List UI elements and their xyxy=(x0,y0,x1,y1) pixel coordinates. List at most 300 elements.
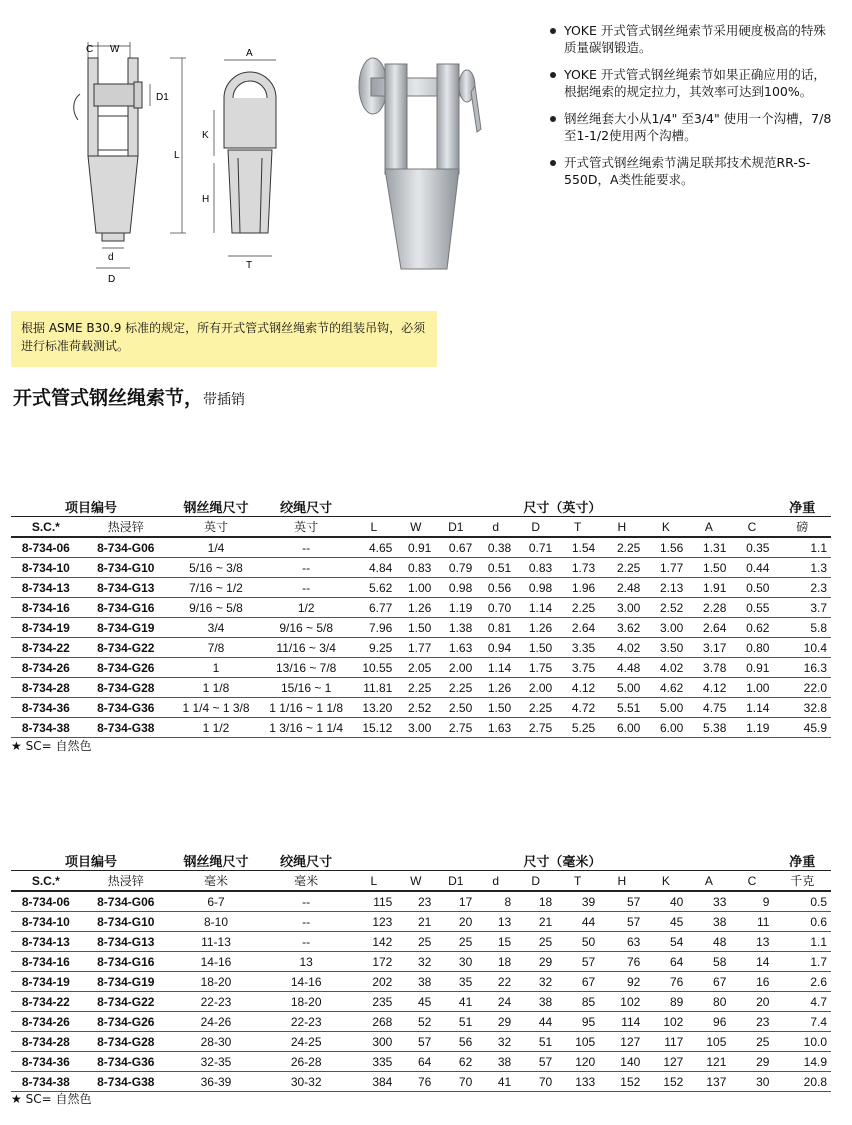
table-cell: 2.00 xyxy=(515,678,556,698)
table-cell: 4.12 xyxy=(556,678,599,698)
table-cell: 3.00 xyxy=(644,618,687,638)
table-cell: 0.62 xyxy=(730,618,773,638)
subheader-cell: D1 xyxy=(435,517,476,538)
table-cell: 38 xyxy=(515,992,556,1012)
table-cell: 1.50 xyxy=(476,698,515,718)
dim-label-w: W xyxy=(110,44,120,55)
subheader-cell: D xyxy=(515,871,556,892)
table-cell: 13 xyxy=(261,952,351,972)
table-cell: 105 xyxy=(687,1032,730,1052)
table-cell: 10.4 xyxy=(773,638,831,658)
table-cell: 20 xyxy=(730,992,773,1012)
table-cell: 13 xyxy=(730,932,773,952)
header-rope-size: 钢丝绳尺寸 xyxy=(183,499,249,515)
table-cell: 121 xyxy=(687,1052,730,1072)
table-cell: 8-734-G13 xyxy=(81,932,171,952)
table-cell: 14-16 xyxy=(171,952,261,972)
subheader-cell: H xyxy=(599,517,644,538)
table-cell: 4.02 xyxy=(599,638,644,658)
table-cell: 8-734-28 xyxy=(11,678,81,698)
table-cell: 8-734-06 xyxy=(11,537,81,558)
table-cell: 38 xyxy=(396,972,435,992)
table-cell: 8-734-06 xyxy=(11,891,81,912)
table-cell: 127 xyxy=(599,1032,644,1052)
table-cell: 21 xyxy=(396,912,435,932)
subheader-cell: K xyxy=(644,871,687,892)
table-cell: 2.75 xyxy=(515,718,556,738)
spec-table-inch xyxy=(11,496,831,738)
table-cell: 25 xyxy=(396,932,435,952)
table-cell: 8-734-G16 xyxy=(81,598,171,618)
table-cell: 1/2 xyxy=(261,598,351,618)
table-cell: 7/8 xyxy=(171,638,261,658)
table-row xyxy=(11,698,831,718)
table-cell: 8-734-16 xyxy=(11,598,81,618)
title-sub: 带插销 xyxy=(203,392,246,408)
table-cell: 45 xyxy=(644,912,687,932)
table-cell: 4.84 xyxy=(351,558,396,578)
table-cell: 36-39 xyxy=(171,1072,261,1092)
table-cell: 70 xyxy=(515,1072,556,1092)
table-cell: 3.35 xyxy=(556,638,599,658)
table-cell: 1 1/8 xyxy=(171,678,261,698)
table-cell: 17 xyxy=(435,891,476,912)
dim-label-d1: D1 xyxy=(156,92,169,103)
table-cell: 123 xyxy=(351,912,396,932)
table-cell: 4.65 xyxy=(351,537,396,558)
table-cell: 0.67 xyxy=(435,537,476,558)
table-cell: 1.50 xyxy=(515,638,556,658)
table-row xyxy=(11,1052,831,1072)
table-cell: 4.12 xyxy=(687,678,730,698)
table-cell: 8-734-22 xyxy=(11,638,81,658)
table-cell: 1.00 xyxy=(730,678,773,698)
dim-label-d-big: D xyxy=(108,274,116,285)
table-cell: 3.75 xyxy=(556,658,599,678)
table-cell: 13.20 xyxy=(351,698,396,718)
table-cell: 1.14 xyxy=(515,598,556,618)
dim-label-c: C xyxy=(86,44,94,55)
table-cell: 57 xyxy=(396,1032,435,1052)
table-cell: 32 xyxy=(476,1032,515,1052)
subheader-cell: 毫米 xyxy=(171,871,261,892)
table-cell: 1.75 xyxy=(515,658,556,678)
table-cell: 6.77 xyxy=(351,598,396,618)
table-cell: 56 xyxy=(435,1032,476,1052)
table-cell: 9 xyxy=(730,891,773,912)
table-cell: 22.0 xyxy=(773,678,831,698)
table-cell: 1.63 xyxy=(476,718,515,738)
dim-label-k: K xyxy=(202,130,209,141)
header-weight: 净重 xyxy=(789,853,816,869)
table-cell: 0.38 xyxy=(476,537,515,558)
table-cell: 32.8 xyxy=(773,698,831,718)
table-cell: 2.75 xyxy=(435,718,476,738)
table-cell: 76 xyxy=(396,1072,435,1092)
table-cell: 44 xyxy=(515,1012,556,1032)
table-cell: 268 xyxy=(351,1012,396,1032)
table-cell: 137 xyxy=(687,1072,730,1092)
table-cell: 11 xyxy=(730,912,773,932)
table-cell: 0.5 xyxy=(773,891,831,912)
table-row xyxy=(11,1072,831,1092)
table-cell: 8-734-19 xyxy=(11,972,81,992)
table-row xyxy=(11,912,831,932)
table-cell: 3.78 xyxy=(687,658,730,678)
table-cell: 5.00 xyxy=(599,678,644,698)
table-cell: 44 xyxy=(556,912,599,932)
table-cell: 8-734-16 xyxy=(11,952,81,972)
table-cell: 25 xyxy=(435,932,476,952)
table-cell: 2.64 xyxy=(556,618,599,638)
subheader-row xyxy=(11,871,831,892)
table-cell: 2.28 xyxy=(687,598,730,618)
table-cell: 0.91 xyxy=(730,658,773,678)
table-cell: 8-734-26 xyxy=(11,1012,81,1032)
table-cell: 51 xyxy=(515,1032,556,1052)
table-cell: 7.4 xyxy=(773,1012,831,1032)
table-cell: 51 xyxy=(435,1012,476,1032)
table-cell: 8-734-G19 xyxy=(81,618,171,638)
table-cell: 1.96 xyxy=(556,578,599,598)
table-cell: 0.94 xyxy=(476,638,515,658)
table-cell: 45 xyxy=(396,992,435,1012)
table-row xyxy=(11,891,831,912)
table-cell: 16.3 xyxy=(773,658,831,678)
table-cell: 102 xyxy=(599,992,644,1012)
table-cell: 85 xyxy=(556,992,599,1012)
table-cell: 1.50 xyxy=(396,618,435,638)
table-cell: 5.25 xyxy=(556,718,599,738)
table-cell: 24 xyxy=(476,992,515,1012)
table-cell: 8-734-19 xyxy=(11,618,81,638)
table-cell: 8-734-G06 xyxy=(81,537,171,558)
table-cell: 8-734-G19 xyxy=(81,972,171,992)
table-cell: 22-23 xyxy=(261,1012,351,1032)
table-cell: 57 xyxy=(599,891,644,912)
table-cell: 7.96 xyxy=(351,618,396,638)
table-cell: 8-734-22 xyxy=(11,992,81,1012)
table-cell: 41 xyxy=(476,1072,515,1092)
table-cell: 2.52 xyxy=(396,698,435,718)
table-cell: 20.8 xyxy=(773,1072,831,1092)
header-item-number: 项目编号 xyxy=(64,499,117,515)
table-cell: 3.7 xyxy=(773,598,831,618)
table-cell: 8-734-G06 xyxy=(81,891,171,912)
table-cell: 1.26 xyxy=(476,678,515,698)
table-cell: 8-734-36 xyxy=(11,698,81,718)
table-cell: 89 xyxy=(644,992,687,1012)
table-cell: 24-26 xyxy=(171,1012,261,1032)
table-cell: 33 xyxy=(687,891,730,912)
table-cell: 5.8 xyxy=(773,618,831,638)
feature-bullet: 钢丝绳套大小从1/4" 至3/4" 使用一个沟槽，7/8至1-1/2使用两个沟槽。 xyxy=(548,110,838,144)
table-cell: 235 xyxy=(351,992,396,1012)
table-cell: 8 xyxy=(476,891,515,912)
table-cell: 120 xyxy=(556,1052,599,1072)
subheader-cell: H xyxy=(599,871,644,892)
table-cell: 64 xyxy=(644,952,687,972)
table-cell: 8-734-G38 xyxy=(81,718,171,738)
table-cell: 25 xyxy=(515,932,556,952)
table-cell: 4.7 xyxy=(773,992,831,1012)
table-cell: 1.19 xyxy=(435,598,476,618)
table-cell: 8-734-36 xyxy=(11,1052,81,1072)
table-cell: 30 xyxy=(435,952,476,972)
subheader-cell: W xyxy=(396,517,435,538)
subheader-cell: d xyxy=(476,517,515,538)
table-cell: 32-35 xyxy=(171,1052,261,1072)
table-cell: 57 xyxy=(515,1052,556,1072)
table-cell: 1.1 xyxy=(773,932,831,952)
table-cell: 22 xyxy=(476,972,515,992)
table-cell: 23 xyxy=(730,1012,773,1032)
table-cell: 1.1 xyxy=(773,537,831,558)
table-row xyxy=(11,1032,831,1052)
table-cell: 5.62 xyxy=(351,578,396,598)
table-cell: 8-734-38 xyxy=(11,1072,81,1092)
table-cell: 9.25 xyxy=(351,638,396,658)
table-cell: 8-10 xyxy=(171,912,261,932)
table-cell: 105 xyxy=(556,1032,599,1052)
header-strand-size: 绞绳尺寸 xyxy=(280,499,333,515)
table-cell: -- xyxy=(261,578,351,598)
dim-label-a: A xyxy=(246,48,253,59)
side-view xyxy=(224,72,276,233)
table-row xyxy=(11,638,831,658)
subheader-cell: A xyxy=(687,517,730,538)
table-cell: 2.25 xyxy=(599,558,644,578)
subheader-cell: S.C.* xyxy=(11,871,81,892)
header-item-number: 项目编号 xyxy=(64,853,117,869)
table-cell: 8-734-13 xyxy=(11,932,81,952)
table-cell: 24-25 xyxy=(261,1032,351,1052)
table-cell: 16 xyxy=(730,972,773,992)
table-cell: 4.75 xyxy=(687,698,730,718)
table-cell: 0.51 xyxy=(476,558,515,578)
subheader-row xyxy=(11,517,831,538)
table-cell: 102 xyxy=(644,1012,687,1032)
feature-bullet: 开式管式钢丝绳索节满足联邦技术规范RR-S-550D，A类性能要求。 xyxy=(548,154,838,188)
table-cell: 2.3 xyxy=(773,578,831,598)
table-cell: 11-13 xyxy=(171,932,261,952)
table-cell: 29 xyxy=(515,952,556,972)
subheader-cell: 毫米 xyxy=(261,871,351,892)
subheader-cell: 热浸锌 xyxy=(81,517,171,538)
table-cell: 1 1/2 xyxy=(171,718,261,738)
header-dimensions: 尺寸（英寸） xyxy=(523,499,602,515)
table-row xyxy=(11,578,831,598)
table-cell: 14-16 xyxy=(261,972,351,992)
table-cell: 114 xyxy=(599,1012,644,1032)
subheader-cell: 英寸 xyxy=(171,517,261,538)
table-cell: 3.00 xyxy=(396,718,435,738)
subheader-cell: S.C.* xyxy=(11,517,81,538)
table-cell: 35 xyxy=(435,972,476,992)
table-cell: -- xyxy=(261,932,351,952)
table-cell: 1.77 xyxy=(396,638,435,658)
table-cell: 8-734-28 xyxy=(11,1032,81,1052)
table-cell: -- xyxy=(261,558,351,578)
table-cell: 335 xyxy=(351,1052,396,1072)
table-row xyxy=(11,537,831,558)
table-cell: 5.51 xyxy=(599,698,644,718)
table-cell: 117 xyxy=(644,1032,687,1052)
table-cell: 0.35 xyxy=(730,537,773,558)
table-cell: 18 xyxy=(515,891,556,912)
table-cell: 70 xyxy=(435,1072,476,1092)
table-cell: 8-734-38 xyxy=(11,718,81,738)
table-cell: 300 xyxy=(351,1032,396,1052)
table-cell: 1.54 xyxy=(556,537,599,558)
table-cell: 1.91 xyxy=(687,578,730,598)
table-cell: 8-734-G22 xyxy=(81,992,171,1012)
dim-label-h: H xyxy=(202,194,210,205)
subheader-cell: 英寸 xyxy=(261,517,351,538)
table-cell: 1.26 xyxy=(396,598,435,618)
table-cell: 5.00 xyxy=(644,698,687,718)
table-cell: 0.71 xyxy=(515,537,556,558)
subheader-cell: 千克 xyxy=(773,871,831,892)
table-cell: 0.44 xyxy=(730,558,773,578)
table-cell: 26-28 xyxy=(261,1052,351,1072)
table-cell: 8-734-G16 xyxy=(81,952,171,972)
table-cell: 2.6 xyxy=(773,972,831,992)
table-cell: 2.25 xyxy=(396,678,435,698)
table-cell: 32 xyxy=(515,972,556,992)
table-cell: 9/16 ~ 5/8 xyxy=(261,618,351,638)
table-row xyxy=(11,598,831,618)
table-cell: 0.98 xyxy=(515,578,556,598)
table-cell: 1.14 xyxy=(730,698,773,718)
feature-bullets xyxy=(548,22,838,198)
footnote-mm: ★ SC= 自然色 xyxy=(11,1092,92,1106)
table-row xyxy=(11,932,831,952)
subheader-cell: C xyxy=(730,871,773,892)
subheader-cell: K xyxy=(644,517,687,538)
table-cell: 0.83 xyxy=(396,558,435,578)
table-cell: 1.31 xyxy=(687,537,730,558)
footnote-inch: ★ SC= 自然色 xyxy=(11,739,92,753)
table-cell: 8-734-26 xyxy=(11,658,81,678)
table-cell: 63 xyxy=(599,932,644,952)
table-row xyxy=(11,718,831,738)
table-cell: 1.63 xyxy=(435,638,476,658)
table-cell: 152 xyxy=(644,1072,687,1092)
dim-label-t: T xyxy=(246,260,253,271)
table-cell: 30 xyxy=(730,1072,773,1092)
table-cell: 0.80 xyxy=(730,638,773,658)
table-cell: 15.12 xyxy=(351,718,396,738)
table-cell: 11.81 xyxy=(351,678,396,698)
table-cell: 48 xyxy=(687,932,730,952)
table-cell: 1.3 xyxy=(773,558,831,578)
feature-bullet: YOKE 开式管式钢丝绳索节采用硬度极高的特殊质量碳钢锻造。 xyxy=(548,22,838,56)
subheader-cell: T xyxy=(556,871,599,892)
spec-table-mm xyxy=(11,850,831,1092)
subheader-cell: T xyxy=(556,517,599,538)
table-cell: 80 xyxy=(687,992,730,1012)
table-cell: 3/4 xyxy=(171,618,261,638)
table-cell: 52 xyxy=(396,1012,435,1032)
table-cell: 18-20 xyxy=(261,992,351,1012)
page-title xyxy=(13,383,245,410)
table-cell: -- xyxy=(261,537,351,558)
table-cell: 6.00 xyxy=(644,718,687,738)
table-cell: 8-734-G10 xyxy=(81,558,171,578)
table-cell: 76 xyxy=(599,952,644,972)
table-cell: 202 xyxy=(351,972,396,992)
table-cell: 1.7 xyxy=(773,952,831,972)
table-cell: 64 xyxy=(396,1052,435,1072)
table-cell: 29 xyxy=(730,1052,773,1072)
table-cell: 127 xyxy=(644,1052,687,1072)
table-row xyxy=(11,992,831,1012)
table-row xyxy=(11,658,831,678)
table-cell: 5/16 ~ 3/8 xyxy=(171,558,261,578)
table-cell: 13 xyxy=(476,912,515,932)
table-cell: 10.0 xyxy=(773,1032,831,1052)
table-cell: 2.25 xyxy=(556,598,599,618)
header-weight: 净重 xyxy=(789,499,816,515)
table-cell: 14.9 xyxy=(773,1052,831,1072)
table-cell: 8-734-G28 xyxy=(81,678,171,698)
table-cell: 115 xyxy=(351,891,396,912)
dim-label-d-small: d xyxy=(108,252,114,263)
table-cell: 4.62 xyxy=(644,678,687,698)
table-cell: 3.00 xyxy=(599,598,644,618)
table-cell: 8-734-G22 xyxy=(81,638,171,658)
dim-label-l: L xyxy=(174,150,180,161)
table-cell: 2.48 xyxy=(599,578,644,598)
table-cell: 76 xyxy=(644,972,687,992)
table-cell: 1 xyxy=(171,658,261,678)
table-cell: 2.25 xyxy=(515,698,556,718)
table-cell: 57 xyxy=(599,912,644,932)
table-cell: 13/16 ~ 7/8 xyxy=(261,658,351,678)
table-cell: 38 xyxy=(476,1052,515,1072)
table-cell: 1/4 xyxy=(171,537,261,558)
table-cell: 22-23 xyxy=(171,992,261,1012)
table-cell: 25 xyxy=(730,1032,773,1052)
table-cell: 8-734-G36 xyxy=(81,698,171,718)
table-cell: 30-32 xyxy=(261,1072,351,1092)
table-cell: 8-734-G28 xyxy=(81,1032,171,1052)
title-main: 开式管式钢丝绳索节， xyxy=(13,387,204,409)
table-row xyxy=(11,618,831,638)
table-cell: 1.77 xyxy=(644,558,687,578)
subheader-cell: D1 xyxy=(435,871,476,892)
header-strand-size: 绞绳尺寸 xyxy=(280,853,333,869)
table-cell: 15 xyxy=(476,932,515,952)
table-cell: 4.02 xyxy=(644,658,687,678)
subheader-cell: L xyxy=(351,517,396,538)
table-cell: 172 xyxy=(351,952,396,972)
table-cell: 23 xyxy=(396,891,435,912)
product-photo xyxy=(345,34,495,274)
table-cell: 10.55 xyxy=(351,658,396,678)
table-cell: 2.64 xyxy=(687,618,730,638)
table-cell: 8-734-G13 xyxy=(81,578,171,598)
table-cell: 8-734-10 xyxy=(11,912,81,932)
table-cell: 1 3/16 ~ 1 1/4 xyxy=(261,718,351,738)
table-cell: 152 xyxy=(599,1072,644,1092)
table-cell: 8-734-G26 xyxy=(81,658,171,678)
table-row xyxy=(11,678,831,698)
table-cell: 58 xyxy=(687,952,730,972)
table-cell: 2.50 xyxy=(435,698,476,718)
table-cell: 8-734-G10 xyxy=(81,912,171,932)
